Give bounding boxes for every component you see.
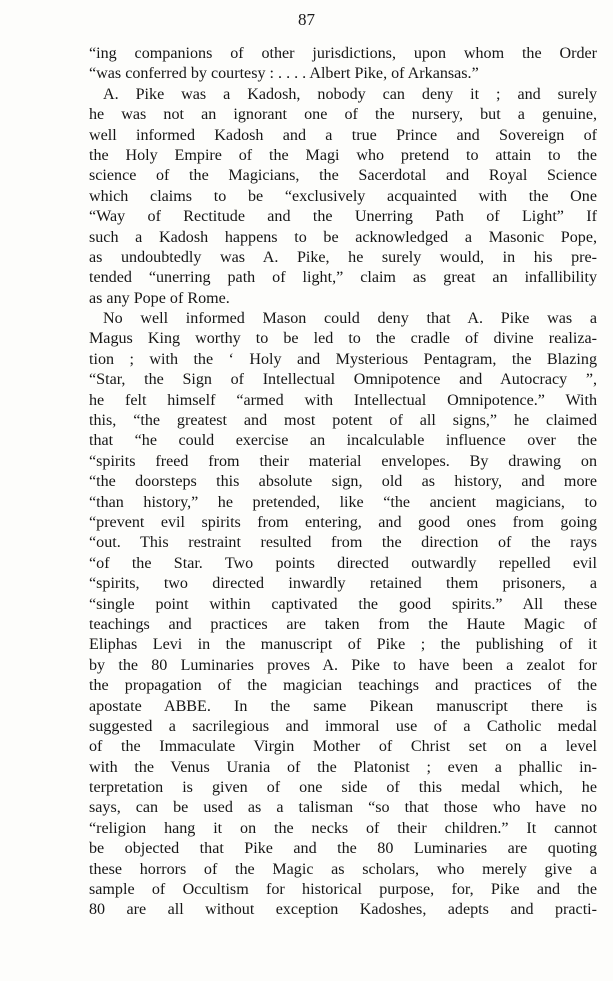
- text-line: this, “the greatest and most potent of all signs,” he claimed: [89, 412, 597, 430]
- text-line: “spirits freed from their material envelopes. By drawing on: [89, 452, 597, 470]
- text-line: sample of Occultism for historical purpose, for, Pike and the: [89, 881, 597, 899]
- text-line: which claims to be “exclusively acquainted with the One: [89, 187, 597, 205]
- text-line: “religion hang it on the necks of their children.” It cannot: [89, 819, 597, 837]
- text-line: Eliphas Levi in the manuscript of Pike ; the publishing of it: [89, 636, 597, 654]
- text-line: “the doorsteps this absolute sign, old as history, and more: [89, 473, 597, 491]
- page-number: 87: [298, 10, 315, 29]
- text-line: as undoubtedly was A. Pike, he surely would, in his pre-: [89, 248, 597, 266]
- text-line: such a Kadosh happens to be acknowledged a Masonic Pope,: [89, 228, 597, 246]
- text-line: terpretation is given of one side of this medal which, he: [89, 779, 597, 797]
- text-line: of the Immaculate Virgin Mother of Christ set on a level: [89, 738, 597, 756]
- text-line: apostate ABBE. In the same Pikean manuscript there is: [89, 697, 597, 715]
- text-line: by the 80 Luminaries proves A. Pike to have been a zealot for: [89, 656, 597, 674]
- text-line: says, can be used as a talisman “so that those who have no: [89, 799, 597, 817]
- text-line: the propagation of the magician teachings and practices of the: [89, 677, 597, 695]
- text-line: “prevent evil spirits from entering, and good ones from going: [89, 513, 597, 531]
- text-line: tion ; with the ‘ Holy and Mysterious Pentagram, the Blazing: [89, 350, 597, 368]
- text-line: “Way of Rectitude and the Unerring Path of Light” If: [89, 208, 597, 226]
- text-line: these horrors of the Magic as scholars, who merely give a: [89, 860, 597, 878]
- text-line: “ing companions of other jurisdictions, upon whom the Order: [89, 45, 597, 62]
- text-line: “single point within captivated the good spirits.” All these: [89, 595, 597, 613]
- text-line: “spirits, two directed inwardly retained them prisoners, a: [89, 575, 597, 593]
- text-line: be objected that Pike and the 80 Luminaries are quoting: [89, 840, 597, 858]
- text-line: “out. This restraint resulted from the direction of the rays: [89, 534, 597, 552]
- text-line: “of the Star. Two points directed outwardly repelled evil: [89, 554, 597, 572]
- text-line: “Star, the Sign of Intellectual Omnipotence and Autocracy ”,: [89, 371, 597, 389]
- text-line: the Holy Empire of the Magi who pretend to attain to the: [89, 146, 597, 164]
- text-line: Magus King worthy to be led to the cradle of divine realiza-: [89, 330, 597, 348]
- text-line: suggested a sacrilegious and immoral use of a Catholic medal: [89, 717, 597, 735]
- text-line: “than history,” he pretended, like “the ancient magicians, to: [89, 493, 597, 511]
- text-line: “was conferred by courtesy : . . . . Albert Pike, of Arkansas.”: [89, 65, 479, 83]
- text-line: A. Pike was a Kadosh, nobody can deny it ; and surely: [103, 85, 597, 103]
- text-line: he was not an ignorant one of the nursery, but a genuine,: [89, 106, 597, 124]
- text-line: well informed Kadosh and a true Prince and Sovereign of: [89, 126, 597, 144]
- text-line: teachings and practices are taken from the Haute Magic of: [89, 615, 597, 633]
- text-line: with the Venus Urania of the Platonist ; even a phallic in-: [89, 758, 597, 776]
- text-line: 80 are all without exception Kadoshes, adepts and practi-: [89, 901, 597, 919]
- text-line: that “he could exercise an incalculable influence over the: [89, 432, 597, 450]
- text-line: No well informed Mason could deny that A. Pike was a: [103, 310, 597, 328]
- text-line: he felt himself “armed with Intellectual Omnipotence.” With: [89, 391, 597, 409]
- text-line: science of the Magicians, the Sacerdotal and Royal Science: [89, 167, 597, 185]
- body-text: [89, 44, 597, 921]
- text-line: tended “unerring path of light,” claim as great an infallibility: [89, 269, 597, 287]
- text-line: as any Pope of Rome.: [89, 289, 230, 307]
